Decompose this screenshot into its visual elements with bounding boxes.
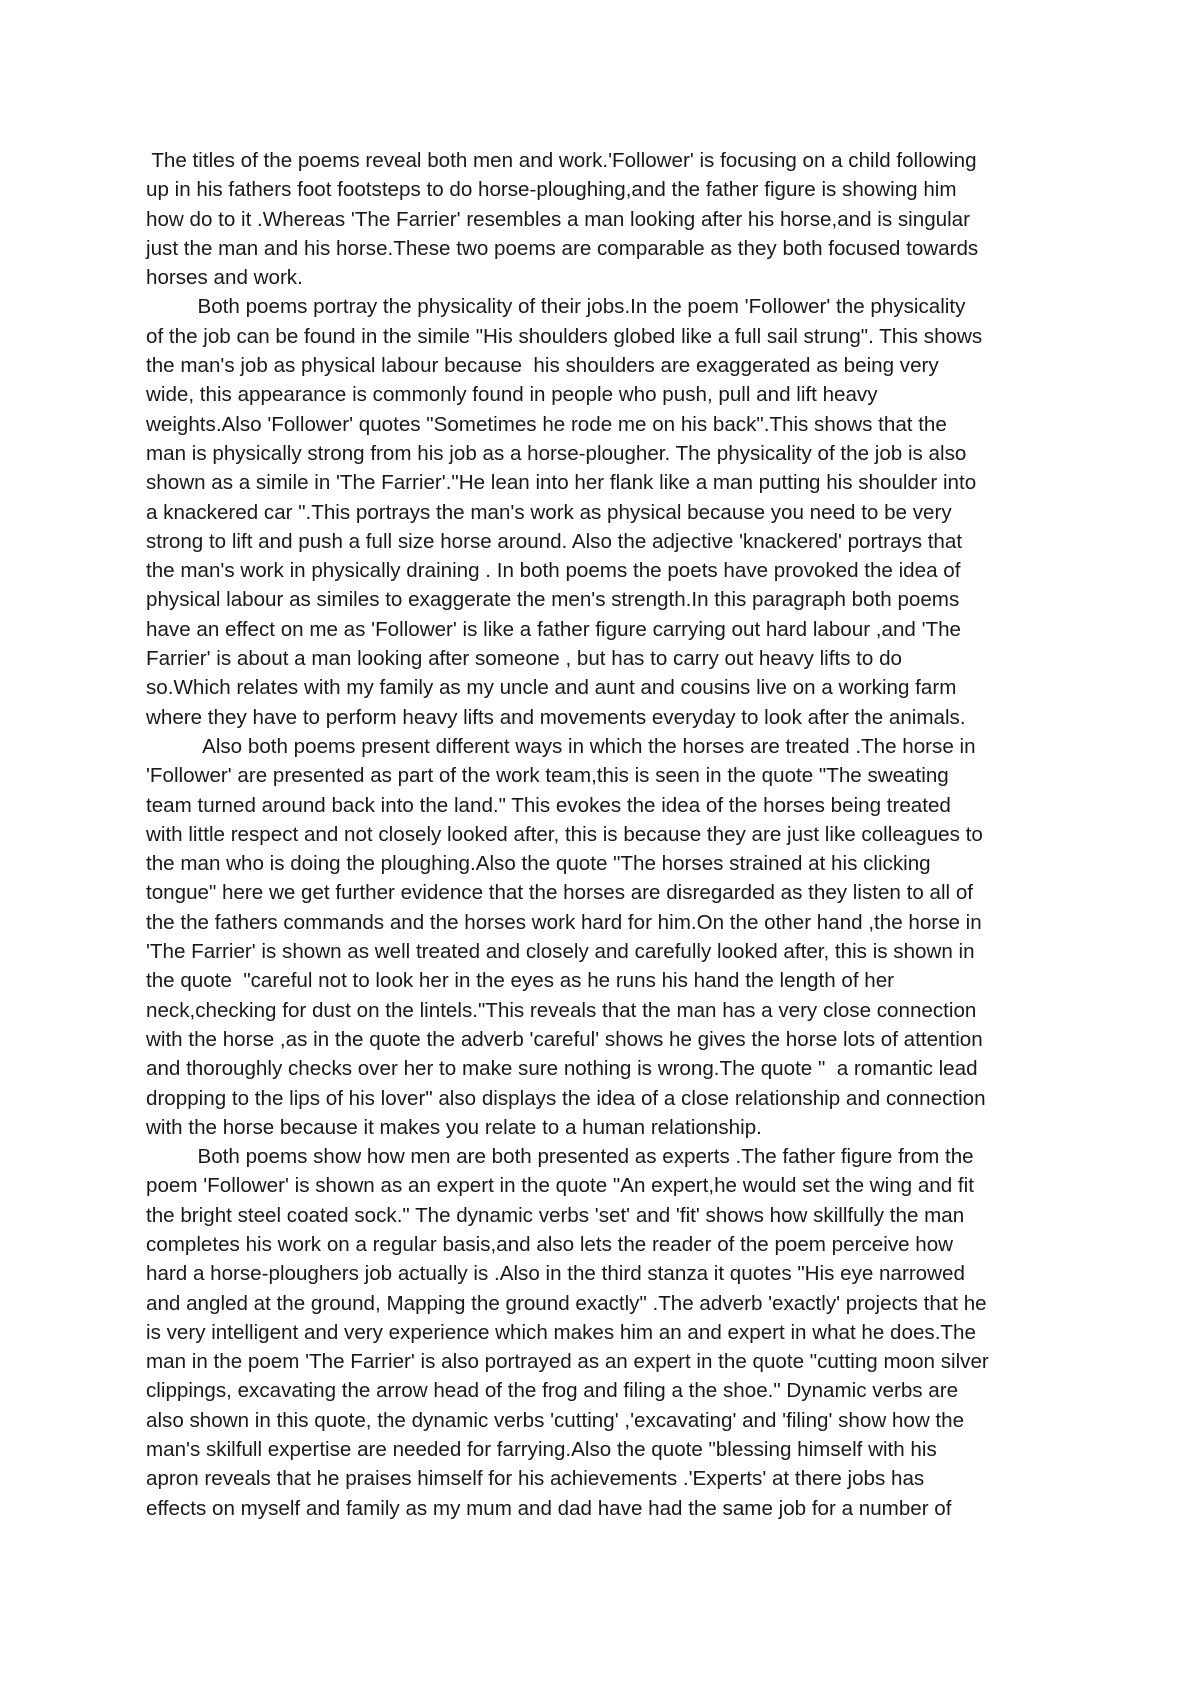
essay-line: The titles of the poems reveal both men and work.'Follower' is focusing on a child following xyxy=(146,149,977,172)
essay-line: man is physically strong from his job as a horse-plougher. The physicality of the job is also xyxy=(146,441,967,465)
essay-line: just the man and his horse.These two poems are comparable as they both focused towards xyxy=(146,236,979,260)
essay-line: is very intelligent and very experience which makes him an and expert in what he does.The xyxy=(146,1320,976,1344)
essay-line: with the horse ,as in the quote the adverb 'careful' shows he gives the horse lots of attention xyxy=(146,1027,983,1051)
essay-line: hard a horse-ploughers job actually is .Also in the third stanza it quotes "His eye narrowed xyxy=(146,1262,965,1286)
essay-line: how do to it .Whereas 'The Farrier' resembles a man looking after his horse,and is singular xyxy=(146,207,970,231)
essay-body xyxy=(146,146,1066,1523)
essay-line: 'The Farrier' is shown as well treated and closely and carefully looked after, this is shown in xyxy=(146,940,975,964)
essay-line: weights.Also 'Follower' quotes "Sometimes he rode me on his back".This shows that the xyxy=(146,412,947,436)
essay-line: the bright steel coated sock." The dynamic verbs 'set' and 'fit' shows how skillfully the man xyxy=(146,1203,965,1227)
essay-line: physical labour as similes to exaggerate the men's strength.In this paragraph both poems xyxy=(146,588,960,612)
essay-line: Also both poems present different ways in which the horses are treated .The horse in xyxy=(146,734,976,758)
essay-line: the man's work in physically draining . In both poems the poets have provoked the idea of xyxy=(146,559,961,583)
essay-line: and angled at the ground, Mapping the ground exactly" .The adverb 'exactly' projects that he xyxy=(146,1291,987,1315)
essay-line: effects on myself and family as my mum and dad have had the same job for a number of xyxy=(146,1496,952,1520)
essay-line: tongue" here we get further evidence that the horses are disregarded as they listen to all of xyxy=(146,881,973,905)
essay-line: wide, this appearance is commonly found in people who push, pull and lift heavy xyxy=(146,383,878,407)
essay-line: Both poems portray the physicality of their jobs.In the poem 'Follower' the physicality xyxy=(146,295,966,319)
essay-line: have an effect on me as 'Follower' is like a father figure carrying out hard labour ,and 'The xyxy=(146,617,962,641)
essay-line: man's skilfull expertise are needed for farrying.Also the quote "blessing himself with his xyxy=(146,1438,937,1462)
essay-line: Farrier' is about a man looking after someone , but has to carry out heavy lifts to do xyxy=(146,647,902,671)
essay-line: team turned around back into the land." This evokes the idea of the horses being treated xyxy=(146,793,951,817)
essay-line: where they have to perform heavy lifts and movements everyday to look after the animals. xyxy=(146,705,966,729)
essay-line: dropping to the lips of his lover" also displays the idea of a close relationship and connection xyxy=(146,1086,986,1110)
essay-line: the quote "careful not to look her in the eyes as he runs his hand the length of her xyxy=(146,969,895,993)
essay-line: neck,checking for dust on the lintels."This reveals that the man has a very close connection xyxy=(146,998,977,1022)
essay-line: strong to lift and push a full size horse around. Also the adjective 'knackered' portrays that xyxy=(146,529,963,553)
essay-line: 'Follower' are presented as part of the work team,this is seen in the quote "The sweating xyxy=(146,764,949,788)
essay-line: with little respect and not closely looked after, this is because they are just like colleagues to xyxy=(146,822,983,846)
essay-line: with the horse because it makes you relate to a human relationship. xyxy=(146,1115,762,1139)
essay-line: so.Which relates with my family as my uncle and aunt and cousins live on a working farm xyxy=(146,676,957,700)
essay-line: apron reveals that he praises himself for his achievements .'Experts' at there jobs has xyxy=(146,1467,925,1491)
essay-line: completes his work on a regular basis,and also lets the reader of the poem perceive how xyxy=(146,1232,954,1256)
essay-line: the the fathers commands and the horses work hard for him.On the other hand ,the horse in xyxy=(146,910,982,934)
essay-line: a knackered car ".This portrays the man's work as physical because you need to be very xyxy=(146,500,952,524)
essay-line: Both poems show how men are both presented as experts .The father figure from the xyxy=(146,1145,974,1169)
essay-line: poem 'Follower' is shown as an expert in the quote "An expert,he would set the wing and fit xyxy=(146,1174,974,1198)
essay-line: shown as a simile in 'The Farrier'."He lean into her flank like a man putting his shoulder into xyxy=(146,471,977,495)
essay-line: clippings, excavating the arrow head of the frog and filing a the shoe." Dynamic verbs are xyxy=(146,1379,959,1403)
essay-line: of the job can be found in the simile "His shoulders globed like a full sail strung". This shows xyxy=(146,324,983,348)
essay-line: the man who is doing the ploughing.Also the quote "The horses strained at his clicking xyxy=(146,852,931,876)
essay-line: man in the poem 'The Farrier' is also portrayed as an expert in the quote "cutting moon silver xyxy=(146,1350,989,1374)
essay-line: also shown in this quote, the dynamic verbs 'cutting' ,'excavating' and 'filing' show how the xyxy=(146,1408,965,1432)
essay-line: the man's job as physical labour because his shoulders are exaggerated as being very xyxy=(146,354,939,378)
essay-line: horses and work. xyxy=(146,266,303,290)
essay-line: and thoroughly checks over her to make sure nothing is wrong.The quote " a romantic lead xyxy=(146,1057,978,1081)
essay-line: up in his fathers foot footsteps to do horse-ploughing,and the father figure is showing him xyxy=(146,178,957,202)
